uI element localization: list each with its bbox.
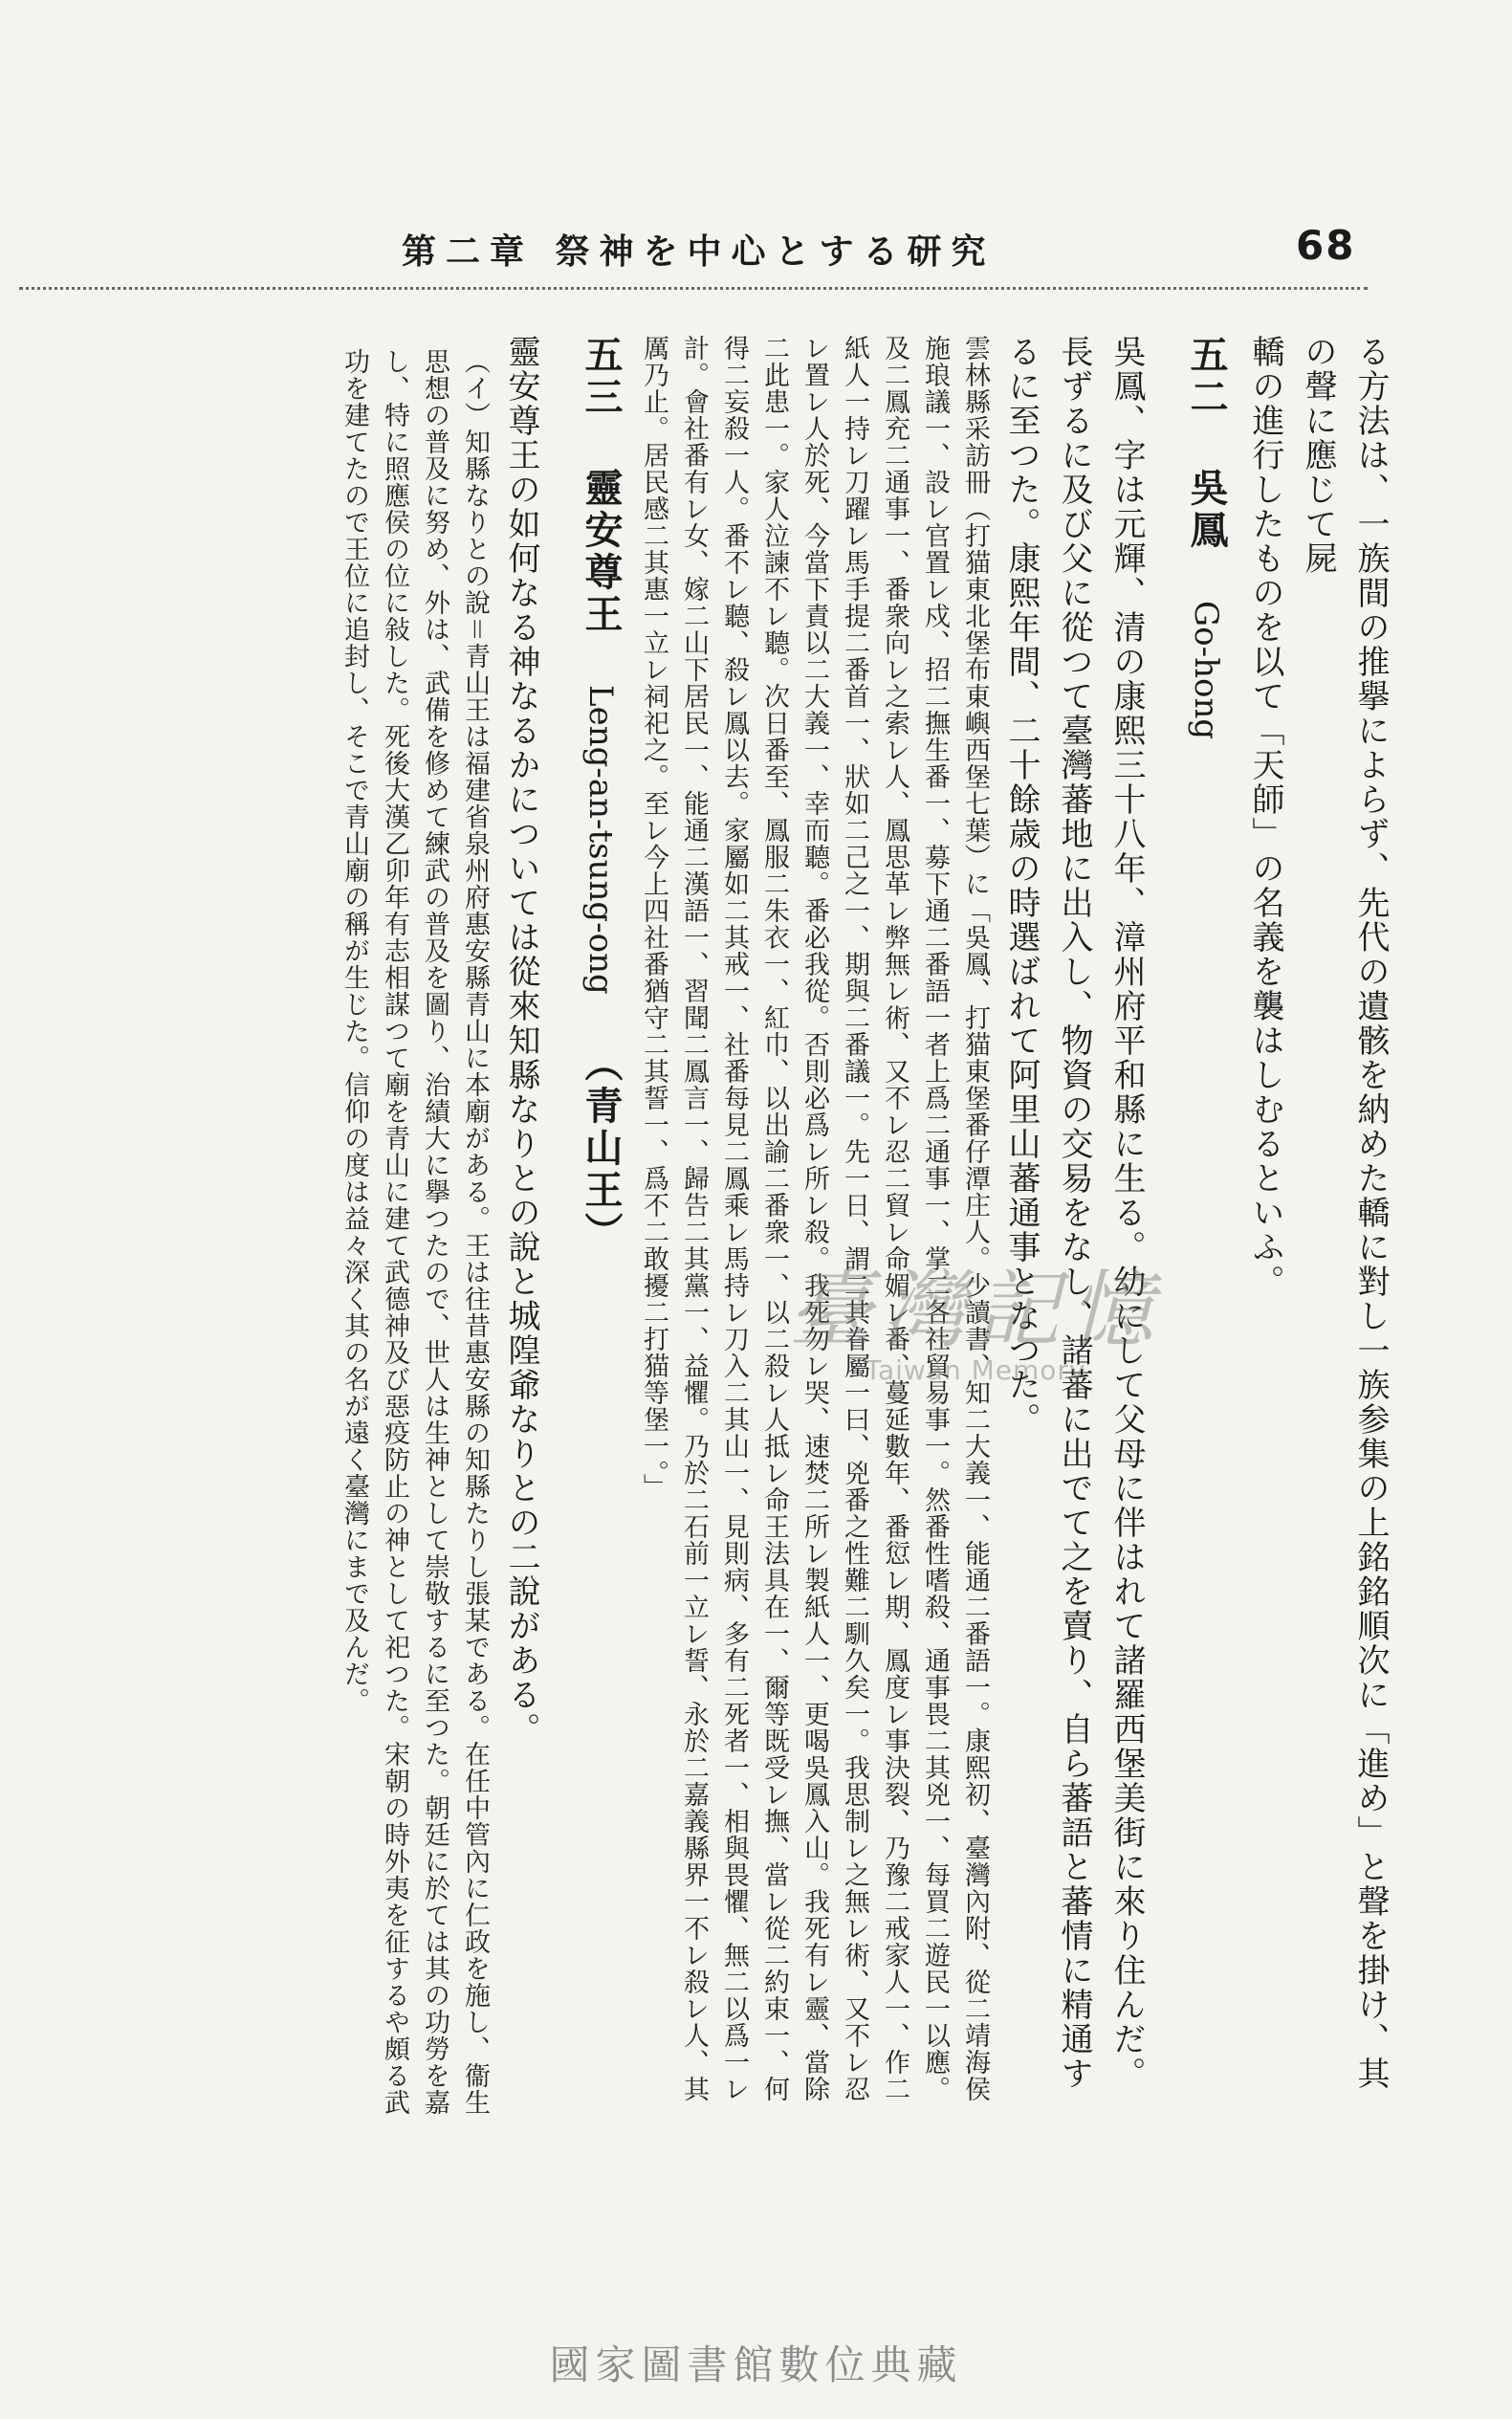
section-heading-title: 五二 吳鳳 [1184,335,1229,552]
section-heading-52 [1173,335,1238,2123]
quoted-note: 雲林縣采訪冊（打猫東北堡布東嶼西堡七葉）に「吳鳳、打猫東堡番仔潭庄人。少讀書、知二大義一、能通二番語一。康熙初、臺灣內附、從二靖海侯施琅議一、設レ官置レ戍、招二撫生番一、募下通二番語一者上爲二通事一、掌二各社貿易事一。然番性嗜殺、通事畏二其兇一、每買二遊民一以應。及二鳳充二通事一、番衆向レ之索レ人、鳳思革レ弊無レ術、又不レ忍二貿レ命媚レ番、蔓延數年、番愆レ期、鳳度レ事決裂、乃豫二戒家人一、作二紙人一持レ刀躍レ馬手提二番首一、狀如二己之一、期與二番議一。先一日、謂二其眷屬一曰、兇番之性難二馴久矣一。我思制レ之無レ術、又不レ忍レ置レ人於死、今當下責以二大義一、幸而聽。番必我從。否則必爲レ所レ殺。我死勿レ哭、速焚二所レ製紙人一、更喝吳鳳入山。我死有レ靈、當除二此患一。家人泣諫不レ聽。次日番至、鳳服二朱衣一、紅巾、以出諭二番衆一、以二殺レ人抵レ命王法具在一、爾等既受レ撫、當レ從二約束一、何得二妄殺一人。番不レ聽、殺レ鳳以去。家屬如二其戒一、社番每見二鳳乘レ馬持レ刀入二其山一、見則病、多有二死者一、相與畏懼、無二以爲一レ計。會社番有レ女、嫁二山下居民一、能通二漢語一、習聞二鳳言一、歸告二其黨一、益懼。乃於二石前一立レ誓、永於二嘉義縣界一不レ殺レ人、其厲乃止。居民感二其惠一立レ祠祀之。至レ今上四社番猶守二其誓一、爲不二敢擾二打猫等堡一。」 [639,335,990,2102]
section-heading-title: 五三 靈安尊王 [579,335,624,636]
paragraph: 靈安尊王の如何なる神なるかについては從來知縣なりとの說と城隍爺なりとの二說がある。 [502,335,540,1747]
page-number: 68 [1296,222,1356,269]
section-heading-romanization: Leng-an-tsung-ong [581,685,620,995]
running-title: 第二章 祭神を中心とする研究 [402,231,996,272]
header-rule [19,287,1368,290]
page-header [0,0,1512,316]
section-heading-53 [568,335,633,2123]
section-heading-romanization: Go-hong [1187,601,1225,740]
paragraph: 吳鳳、字は元輝、清の康熙三十八年、漳州府平和縣に生る。幼にして父母に伴はれて諸羅西堡美街に來り住んだ。長ずるに及び父に從つて臺灣蕃地に出入し、物資の交易をなし、諸蕃に出でて之を賣り、自ら蕃語と蕃情に精通するに至つた。康熙年間、二十餘歳の時選ばれて阿里山蕃通事となつた。 [1002,335,1146,2091]
paragraph: 轎の進行したものを以て「天師」の名義を襲はしむるといふ。 [1246,335,1284,1299]
body-text [57,335,1396,2123]
footer-stamp: 國家圖書館數位典藏 [549,2342,963,2388]
section-heading-suffix: （青山王） [579,1043,624,1254]
sub-item-note: （イ）知縣なりとの說＝青山王は福建省泉州府惠安縣青山に本廟がある。王は往昔惠安縣の知縣たりし張某である。在任中管內に仁政を施し、衞生思想の普及に努め、外は、武備を修めて練武の普及を圖り、治績大に擧つたので、世人は生神として崇敬するに至つた。朝廷に於ては其の功勞を嘉し、特に照應侯の位に敍した。死後大漢乙卯年有志相謀つて廟を青山に建て武德神及び惡疫防止の神として祀つた。宋朝の時外夷を征するや頗る武功を建てたので王位に追封し、そこで青山廟の稱が生じた。信仰の度は益々深く其の名が遠く臺灣にまで及んだ。 [340,348,490,2116]
watermark-subtitle: Taiwan Memory [865,1354,1086,1386]
paragraph: る方法は、一族間の推擧によらず、先代の遺骸を納めた轎に對し一族参集の上銘銘順次に「進め」と聲を掛け、其の聲に應じて屍 [1299,335,1390,2091]
watermark-logo-text: 臺灣記憶 [787,1261,1163,1359]
